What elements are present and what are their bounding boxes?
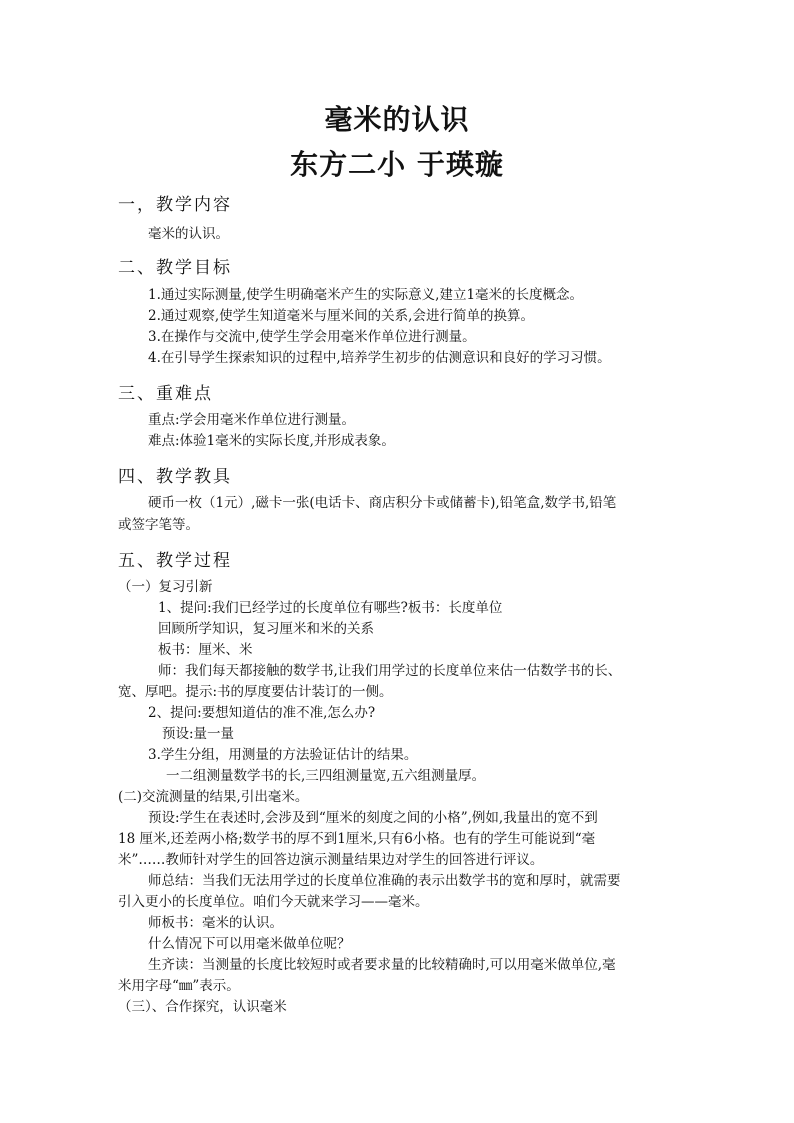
section-2-heading: 二、教学目标 bbox=[118, 258, 232, 278]
process-line: 米”……教师针对学生的回答边演示测量结果边对学生的回答进行评议。 bbox=[118, 852, 544, 868]
process-line: 1、提问:我们已经学过的长度单位有哪些?板书：长度单位 bbox=[158, 600, 503, 616]
process-line: 18 厘米,还差两小格;数学书的厚不到1厘米,只有6小格。也有的学生可能说到“毫 bbox=[118, 831, 596, 847]
process-line: 预设:量一量 bbox=[162, 726, 235, 742]
tools-line-2: 或签字笔等。 bbox=[118, 517, 199, 533]
document-title: 毫米的认识 bbox=[324, 103, 470, 136]
goal-item-1: 1.通过实际测量,使学生明确毫米产生的实际意义,建立1毫米的长度概念。 bbox=[148, 287, 584, 303]
process-line: 回顾所学知识，复习厘米和米的关系 bbox=[158, 621, 374, 637]
goal-item-3: 3.在操作与交流中,使学生学会用毫米作单位进行测量。 bbox=[148, 329, 476, 345]
subsection-heading: （三）、合作探究，认识毫米 bbox=[118, 999, 287, 1015]
process-line: 引入更小的长度单位。咱们今天就来学习——毫米。 bbox=[118, 894, 429, 910]
process-line: 宽、厚吧。提示:书的厚度要估计装订的一侧。 bbox=[118, 684, 393, 700]
process-line: 板书：厘米、米 bbox=[158, 642, 253, 658]
section-3-heading: 三、重难点 bbox=[118, 384, 213, 404]
section-4-heading: 四、教学教具 bbox=[118, 467, 232, 487]
difficult-point: 难点:体验1毫米的实际长度,并形成表象。 bbox=[148, 433, 395, 449]
section-5-heading: 五、教学过程 bbox=[118, 551, 232, 571]
key-point: 重点:学会用毫米作单位进行测量。 bbox=[148, 412, 356, 428]
subsection-heading: (二)交流测量的结果,引出毫米。 bbox=[118, 789, 309, 805]
process-line: 生齐读：当测量的长度比较短时或者要求量的比较精确时,可以用毫米做单位,毫 bbox=[148, 957, 616, 973]
process-line: 什么情况下可以用毫米做单位呢？ bbox=[148, 936, 351, 952]
process-line: 米用字母“㎜”表示。 bbox=[118, 978, 240, 994]
process-line: 师板书：毫米的认识。 bbox=[148, 915, 283, 931]
author-line: 东方二小 于瑛璇 bbox=[290, 148, 504, 181]
goal-item-2: 2.通过观察,使学生知道毫米与厘米间的关系,会进行简单的换算。 bbox=[148, 308, 534, 324]
process-line: 师：我们每天都接触的数学书,让我们用学过的长度单位来估一估数学书的长、 bbox=[158, 663, 622, 679]
section-1-heading: 一，教学内容 bbox=[118, 195, 232, 215]
process-line: 3.学生分组，用测量的方法验证估计的结果。 bbox=[148, 747, 418, 763]
section-1-body: 毫米的认识。 bbox=[148, 226, 229, 242]
process-line: 2、提问:要想知道估的准不准,怎么办? bbox=[148, 705, 376, 721]
subsection-heading: （一）复习引新 bbox=[118, 579, 213, 595]
process-line: 预设:学生在表述时,会涉及到“厘米的刻度之间的小格”,例如,我量出的宽不到 bbox=[148, 810, 598, 826]
tools-line-1: 硬币一枚（1元）,磁卡一张(电话卡、商店积分卡或储蓄卡),铅笔盒,数学书,铅笔 bbox=[148, 495, 617, 511]
process-line: 一二组测量数学书的长,三四组测量宽,五六组测量厚。 bbox=[166, 768, 486, 784]
process-line: 师总结：当我们无法用学过的长度单位准确的表示出数学书的宽和厚时，就需要 bbox=[148, 873, 621, 889]
goal-item-4: 4.在引导学生探索知识的过程中,培养学生初步的估测意识和良好的学习习惯。 bbox=[148, 350, 611, 366]
